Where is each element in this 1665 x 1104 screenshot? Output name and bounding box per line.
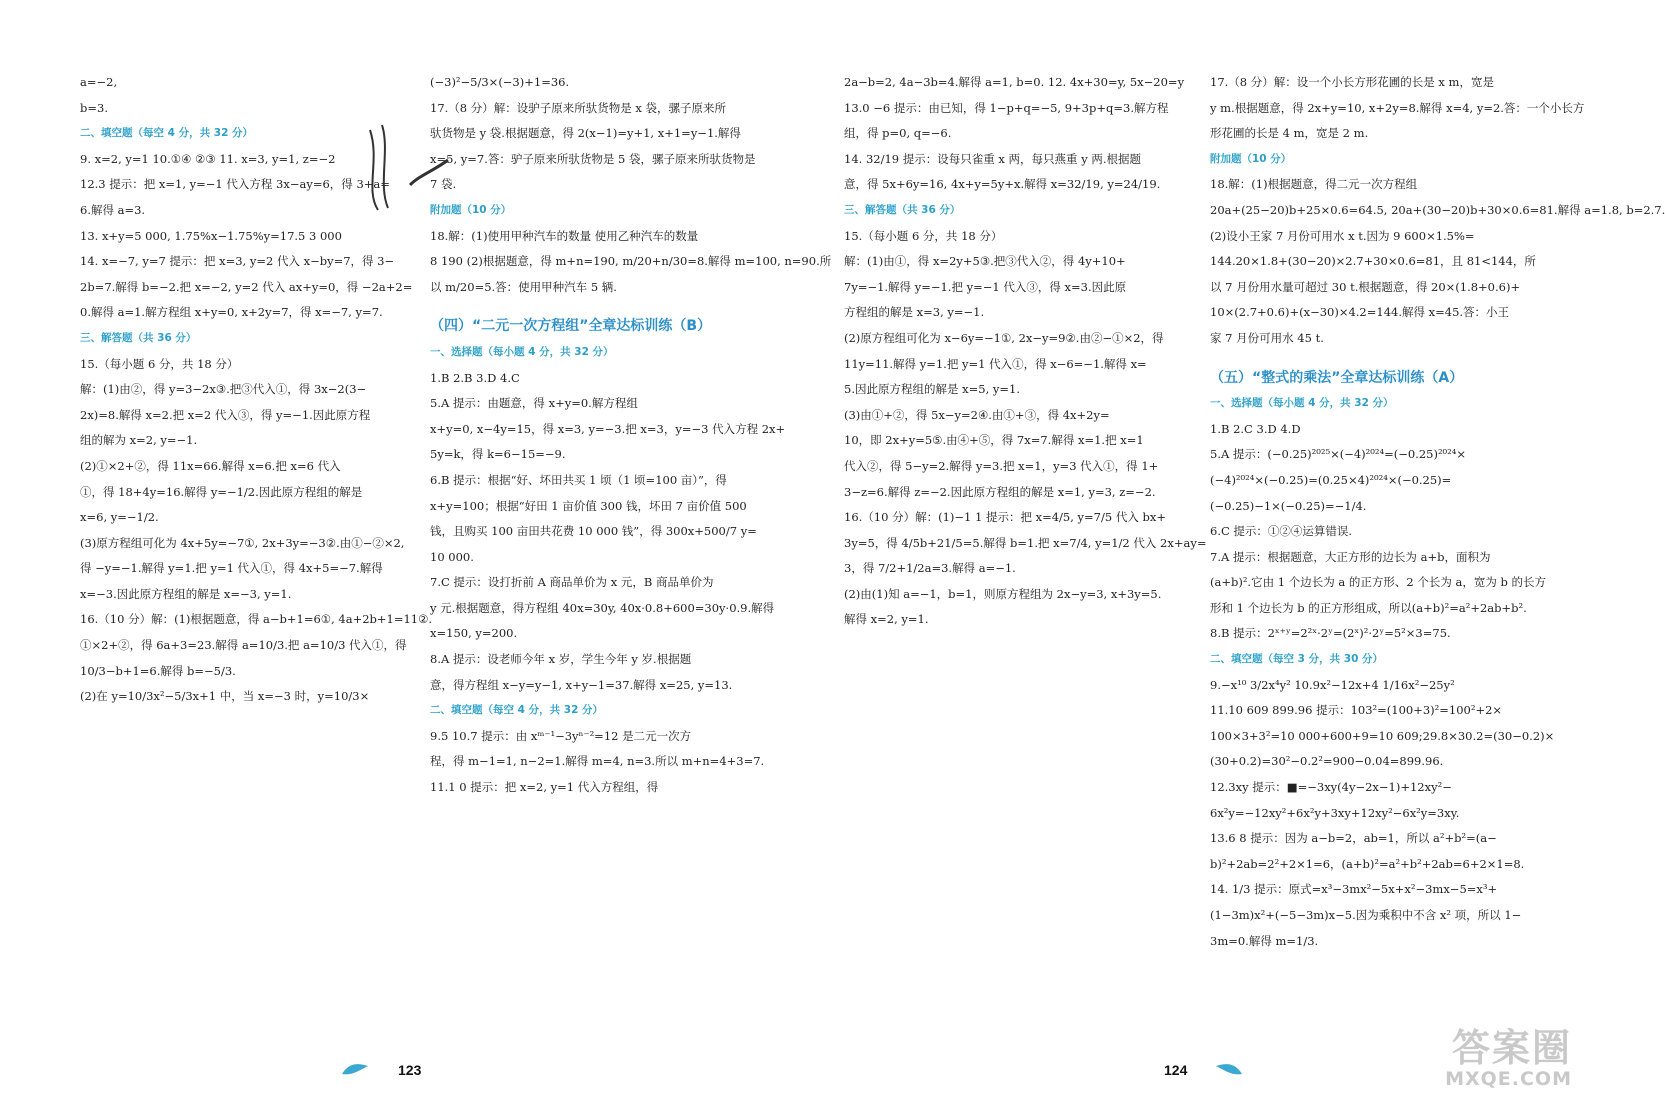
text-line: (1−3m)x²+(−5−3m)x−5.因为乘积中不含 x² 项，所以 1− [1210, 908, 1522, 922]
right-column-1 [844, 70, 1207, 633]
page-number: 123 [398, 1062, 422, 1078]
leaf-ornament-icon [338, 1060, 372, 1078]
text-line: 8.B 提示：2ˣ⁺ʸ=2²ˣ·2ʸ=(2ˣ)²·2ʸ=5²×3=75. [1210, 626, 1451, 641]
text-line: 12.3xy 提示：■=−3xy(4y−2x−1)+12xy²− [1210, 780, 1452, 795]
text-line: 7y=−1.解得 y=−1.把 y=−1 代入③，得 x=3.因此原 [844, 279, 1127, 294]
text-line: 17.（8 分）解：设驴子原来所驮货物是 x 袋，骡子原来所 [430, 100, 727, 115]
right-column-2 [1210, 70, 1665, 954]
text-line: x=150, y=200. [430, 626, 518, 641]
text-line: 0.解得 a=1.解方程组 x+y=0, x+2y=7，得 x=−7, y=7. [80, 305, 383, 320]
text-line: 附加题（10 分） [430, 203, 512, 216]
text-line: （四）“二元一次方程组”全章达标训练（B） [430, 318, 712, 335]
text-line: 10 000. [430, 549, 474, 564]
text-line: 100×3+3²=10 000+600+9=10 609;29.8×30.2=(30−0.2)× [1210, 728, 1555, 743]
text-line: x=−3.因此原方程组的解是 x=−3, y=1. [80, 586, 292, 601]
text-line: (3)由①+②，得 5x−y=2④.由①+③，得 4x+2y= [844, 407, 1110, 422]
text-line: 10×(2.7+0.6)+(x−30)×4.2=144.解得 x=45.答：小王 [1210, 305, 1510, 320]
text-line: (2)①×2+②，得 11x=66.解得 x=6.把 x=6 代入 [80, 458, 341, 473]
text-line: 8 190 (2)根据题意，得 m+n=190, m/20+n/30=8.解得 m=100, n=90.所 [430, 254, 832, 269]
text-line: y 元.根据题意，得方程组 40x=30y, 40x·0.8+600=30y·0.9.解得 [430, 600, 775, 615]
text-line: (−3)²−5/3×(−3)+1=36. [430, 75, 570, 89]
text-line: 10，即 2x+y=5⑤.由④+⑤，得 7x=7.解得 x=1.把 x=1 [844, 433, 1144, 448]
text-line: 3y=5，得 4/5b+21/5=5.解得 b=1.把 x=7/4, y=1/2 代入 2x+ay= [844, 535, 1207, 550]
text-line: (−0.25)−1×(−0.25)=−1/4. [1210, 498, 1367, 513]
text-line: 家 7 月份可用水 45 t. [1210, 330, 1324, 345]
text-line: 3，得 7/2+1/2a=3.解得 a=−1. [844, 561, 1016, 576]
text-line: x+y=0, x−4y=15，得 x=3, y=−3.把 x=3，y=−3 代入方程 2x+ [430, 421, 786, 436]
text-line: 一、选择题（每小题 4 分，共 32 分） [430, 345, 614, 358]
text-line: 14. 1/3 提示：原式=x³−3mx²−5x+x²−3mx−5=x³+ [1210, 882, 1498, 897]
text-line: 5.A 提示：由题意，得 x+y=0.解方程组 [430, 396, 638, 411]
text-line: 20a+(25−20)b+25×0.6=64.5, 20a+(30−20)b+30×0.6=81.解得 a=1.8, b=2.7. [1210, 202, 1665, 217]
text-line: 组，得 p=0, q=−6. [844, 126, 952, 141]
text-line: 9.−x¹⁰ 3/2x⁴y² 10.9x²−12x+4 1/16x²−25y² [1210, 677, 1455, 692]
text-line: (2)原方程组可化为 x−6y=−1①, 2x−y=9②.由②−①×2，得 [844, 330, 1164, 345]
text-line: 7 袋. [430, 177, 457, 192]
text-line: 5y=k，得 k=6−15=−9. [430, 447, 566, 462]
text-line: 驮货物是 y 袋.根据题意，得 2(x−1)=y+1, x+1=y−1.解得 [430, 126, 741, 141]
leaf-ornament-icon [1212, 1060, 1246, 1078]
text-line: 18.解：(1)根据题意，得二元一次方程组 [1210, 177, 1418, 192]
text-line: 2a−b=2, 4a−3b=4.解得 a=1, b=0. 12. 4x+30=y, 5x−20=y [844, 75, 1185, 89]
text-line: 2b=7.解得 b=−2.把 x=−2, y=2 代入 ax+y=0，得 −2a+2= [80, 279, 413, 294]
text-line: x=5, y=7.答：驴子原来所驮货物是 5 袋，骡子原来所驮货物是 [430, 151, 756, 166]
text-line: (2)在 y=10/3x²−5/3x+1 中，当 x=−3 时，y=10/3× [80, 689, 370, 704]
pen-scribble-mark [360, 90, 450, 220]
text-line: 6x²y=−12xy²+6x²y+3xy+12xy²−6x²y=3xy. [1210, 805, 1460, 820]
text-line: (2)设小王家 7 月份可用水 x t.因为 9 600×1.5%= [1210, 228, 1475, 243]
text-line: 9.5 10.7 提示：由 xᵐ⁻¹−3yⁿ⁻²=12 是二元一次方 [430, 728, 692, 743]
text-line: 钱，且购买 100 亩田共花费 10 000 钱”，得 300x+500/7 y= [430, 524, 757, 539]
text-line: 组的解为 x=2, y=−1. [80, 433, 198, 448]
text-line: x=6, y=−1/2. [80, 510, 159, 525]
page-number: 124 [1164, 1062, 1188, 1078]
text-line: 6.C 提示：①②④运算错误. [1210, 524, 1353, 539]
text-line: a=−2, [80, 75, 118, 89]
text-line: 15.（每小题 6 分，共 18 分） [80, 356, 239, 371]
text-line: 二、填空题（每空 4 分，共 32 分） [80, 127, 254, 140]
text-line: (30+0.2)=30²−0.2²=900−0.04=899.96. [1210, 754, 1444, 769]
text-line: 三、解答题（共 36 分） [844, 203, 961, 216]
text-line: 二、填空题（每空 3 分，共 30 分） [1210, 653, 1384, 666]
text-line: 7.C 提示：设打折前 A 商品单价为 x 元，B 商品单价为 [430, 575, 714, 590]
text-line: 13. x+y=5 000, 1.75%x−1.75%y=17.5 3 000 [80, 228, 342, 243]
text-line: 8.A 提示：设老师今年 x 岁，学生今年 y 岁.根据题 [430, 652, 692, 667]
text-line: 16.（10 分）解：(1)−1 1 提示：把 x=4/5, y=7/5 代入 bx+ [844, 510, 1166, 525]
text-line: (2)由(1)知 a=−1，b=1，则原方程组为 2x−y=3, x+3y=5. [844, 586, 1162, 601]
text-line: 3m=0.解得 m=1/3. [1210, 933, 1319, 948]
text-line: 意，得 5x+6y=16, 4x+y=5y+x.解得 x=32/19, y=24/19. [844, 177, 1161, 192]
text-line: (a+b)².它由 1 个边长为 a 的正方形、2 个长为 a，宽为 b 的长方 [1210, 575, 1547, 590]
text-line: 13.6 8 提示：因为 a−b=2，ab=1，所以 a²+b²=(a− [1210, 831, 1497, 846]
text-line: ①×2+②，得 6a+3=23.解得 a=10/3.把 a=10/3 代入①，得 [80, 638, 407, 653]
text-line: 6.B 提示：根据“好、坏田共买 1 顷（1 顷=100 亩）”，得 [430, 472, 727, 487]
text-line: 9. x=2, y=1 10.①④ ②③ 11. x=3, y=1, z=−2 [80, 151, 336, 166]
left-page [0, 0, 832, 1104]
text-line: 二、填空题（每空 4 分，共 32 分） [430, 704, 604, 717]
text-line: 1.B 2.C 3.D 4.D [1210, 421, 1301, 436]
text-line: 12.3 提示：把 x=1, y=−1 代入方程 3x−ay=6，得 3+a= [80, 177, 390, 192]
left-column-2 [430, 70, 832, 801]
text-line: ①，得 18+4y=16.解得 y=−1/2.因此原方程组的解是 [80, 484, 363, 499]
text-line: 5.A 提示：(−0.25)²⁰²⁵×(−4)²⁰²⁴=(−0.25)²⁰²⁴× [1210, 447, 1467, 462]
text-line: 13.0 −6 提示：由已知，得 1−p+q=−5, 9+3p+q=3.解方程 [844, 100, 1169, 115]
text-line: 5.因此原方程组的解是 x=5, y=1. [844, 382, 1020, 397]
text-line: 11.10 609 899.96 提示：103²=(100+3)²=100²+2× [1210, 703, 1503, 718]
text-line: 方程组的解是 x=3, y=−1. [844, 305, 985, 320]
text-line: 144.20×1.8+(30−20)×2.7+30×0.6=81，且 81<144，所 [1210, 254, 1536, 269]
text-line: 3−z=6.解得 z=−2.因此原方程组的解是 x=1, y=3, z=−2. [844, 484, 1156, 499]
text-line: 形和 1 个边长为 b 的正方形组成，所以(a+b)²=a²+2ab+b². [1210, 600, 1527, 615]
text-line: (−4)²⁰²⁴×(−0.25)=(0.25×4)²⁰²⁴×(−0.25)= [1210, 472, 1452, 487]
text-line: 11y=11.解得 y=1.把 y=1 代入①，得 x−6=−1.解得 x= [844, 356, 1147, 371]
text-line: 1.B 2.B 3.D 4.C [430, 370, 520, 385]
text-line: x+y=100；根据“好田 1 亩价值 300 钱，坏田 7 亩价值 500 [430, 498, 747, 513]
text-line: 14. 32/19 提示：设每只雀重 x 两，每只燕重 y 两.根据题 [844, 151, 1141, 166]
text-line: 形花圃的长是 4 m，宽是 2 m. [1210, 126, 1369, 141]
text-line: 10/3−b+1=6.解得 b=−5/3. [80, 663, 236, 678]
text-line: 解：(1)由②，得 y=3−2x③.把③代入①，得 3x−2(3− [80, 382, 367, 397]
text-line: （五）“整式的乘法”全章达标训练（A） [1210, 369, 1464, 386]
text-line: (3)原方程组可化为 4x+5y=−7①, 2x+3y=−3②.由①−②×2, [80, 535, 405, 550]
watermark-logo: 答案圈 [1451, 1026, 1572, 1070]
watermark-url: MXQE.COM [1445, 1068, 1572, 1090]
text-line: 11.1 0 提示：把 x=2, y=1 代入方程组，得 [430, 780, 659, 795]
text-line: 解：(1)由①，得 x=2y+5③.把③代入②，得 4y+10+ [844, 254, 1126, 269]
text-line: 得 −y=−1.解得 y=1.把 y=1 代入①，得 4x+5=−7.解得 [80, 561, 383, 576]
right-page [800, 0, 1665, 1104]
text-line: 6.解得 a=3. [80, 202, 146, 217]
text-line: 程，得 m−1=1, n−2=1.解得 m=4, n=3.所以 m+n=4+3=7. [430, 754, 765, 769]
text-line: y m.根据题意，得 2x+y=10, x+2y=8.解得 x=4, y=2.答：一个小长方 [1210, 100, 1585, 115]
text-line: 以 7 月份用水量可超过 30 t.根据题意，得 20×(1.8+0.6)+ [1210, 279, 1521, 294]
text-line: 7.A 提示：根据题意，大正方形的边长为 a+b，面积为 [1210, 549, 1491, 564]
text-line: b)²+2ab=2²+2×1=6，(a+b)²=a²+b²+2ab=6+2×1=8. [1210, 856, 1525, 871]
watermark [1422, 1028, 1572, 1090]
text-line: 三、解答题（共 36 分） [80, 331, 197, 344]
text-line: 代入②，得 5−y=2.解得 y=3.把 x=1，y=3 代入①，得 1+ [844, 458, 1159, 473]
text-line: b=3. [80, 100, 108, 115]
text-line: 意，得方程组 x−y=y−1, x+y−1=37.解得 x=25, y=13. [430, 677, 733, 692]
text-line: 附加题（10 分） [1210, 152, 1292, 165]
text-line: 18.解：(1)使用甲种汽车的数量 使用乙种汽车的数量 [430, 228, 699, 243]
text-line: 17.（8 分）解：设一个小长方形花圃的长是 x m，宽是 [1210, 75, 1494, 89]
text-line: 以 m/20=5.答：使用甲种汽车 5 辆. [430, 279, 617, 294]
text-line: 解得 x=2, y=1. [844, 612, 929, 627]
text-line: 一、选择题（每小题 4 分，共 32 分） [1210, 397, 1394, 410]
text-line: 15.（每小题 6 分，共 18 分） [844, 228, 1003, 243]
text-line: 16.（10 分）解：(1)根据题意，得 a−b+1=6①, 4a+2b+1=11②. [80, 612, 433, 627]
text-line: 2x)=8.解得 x=2.把 x=2 代入③，得 y=−1.因此原方程 [80, 407, 371, 422]
text-line: 14. x=−7, y=7 提示：把 x=3, y=2 代入 x−by=7，得 3− [80, 254, 395, 269]
